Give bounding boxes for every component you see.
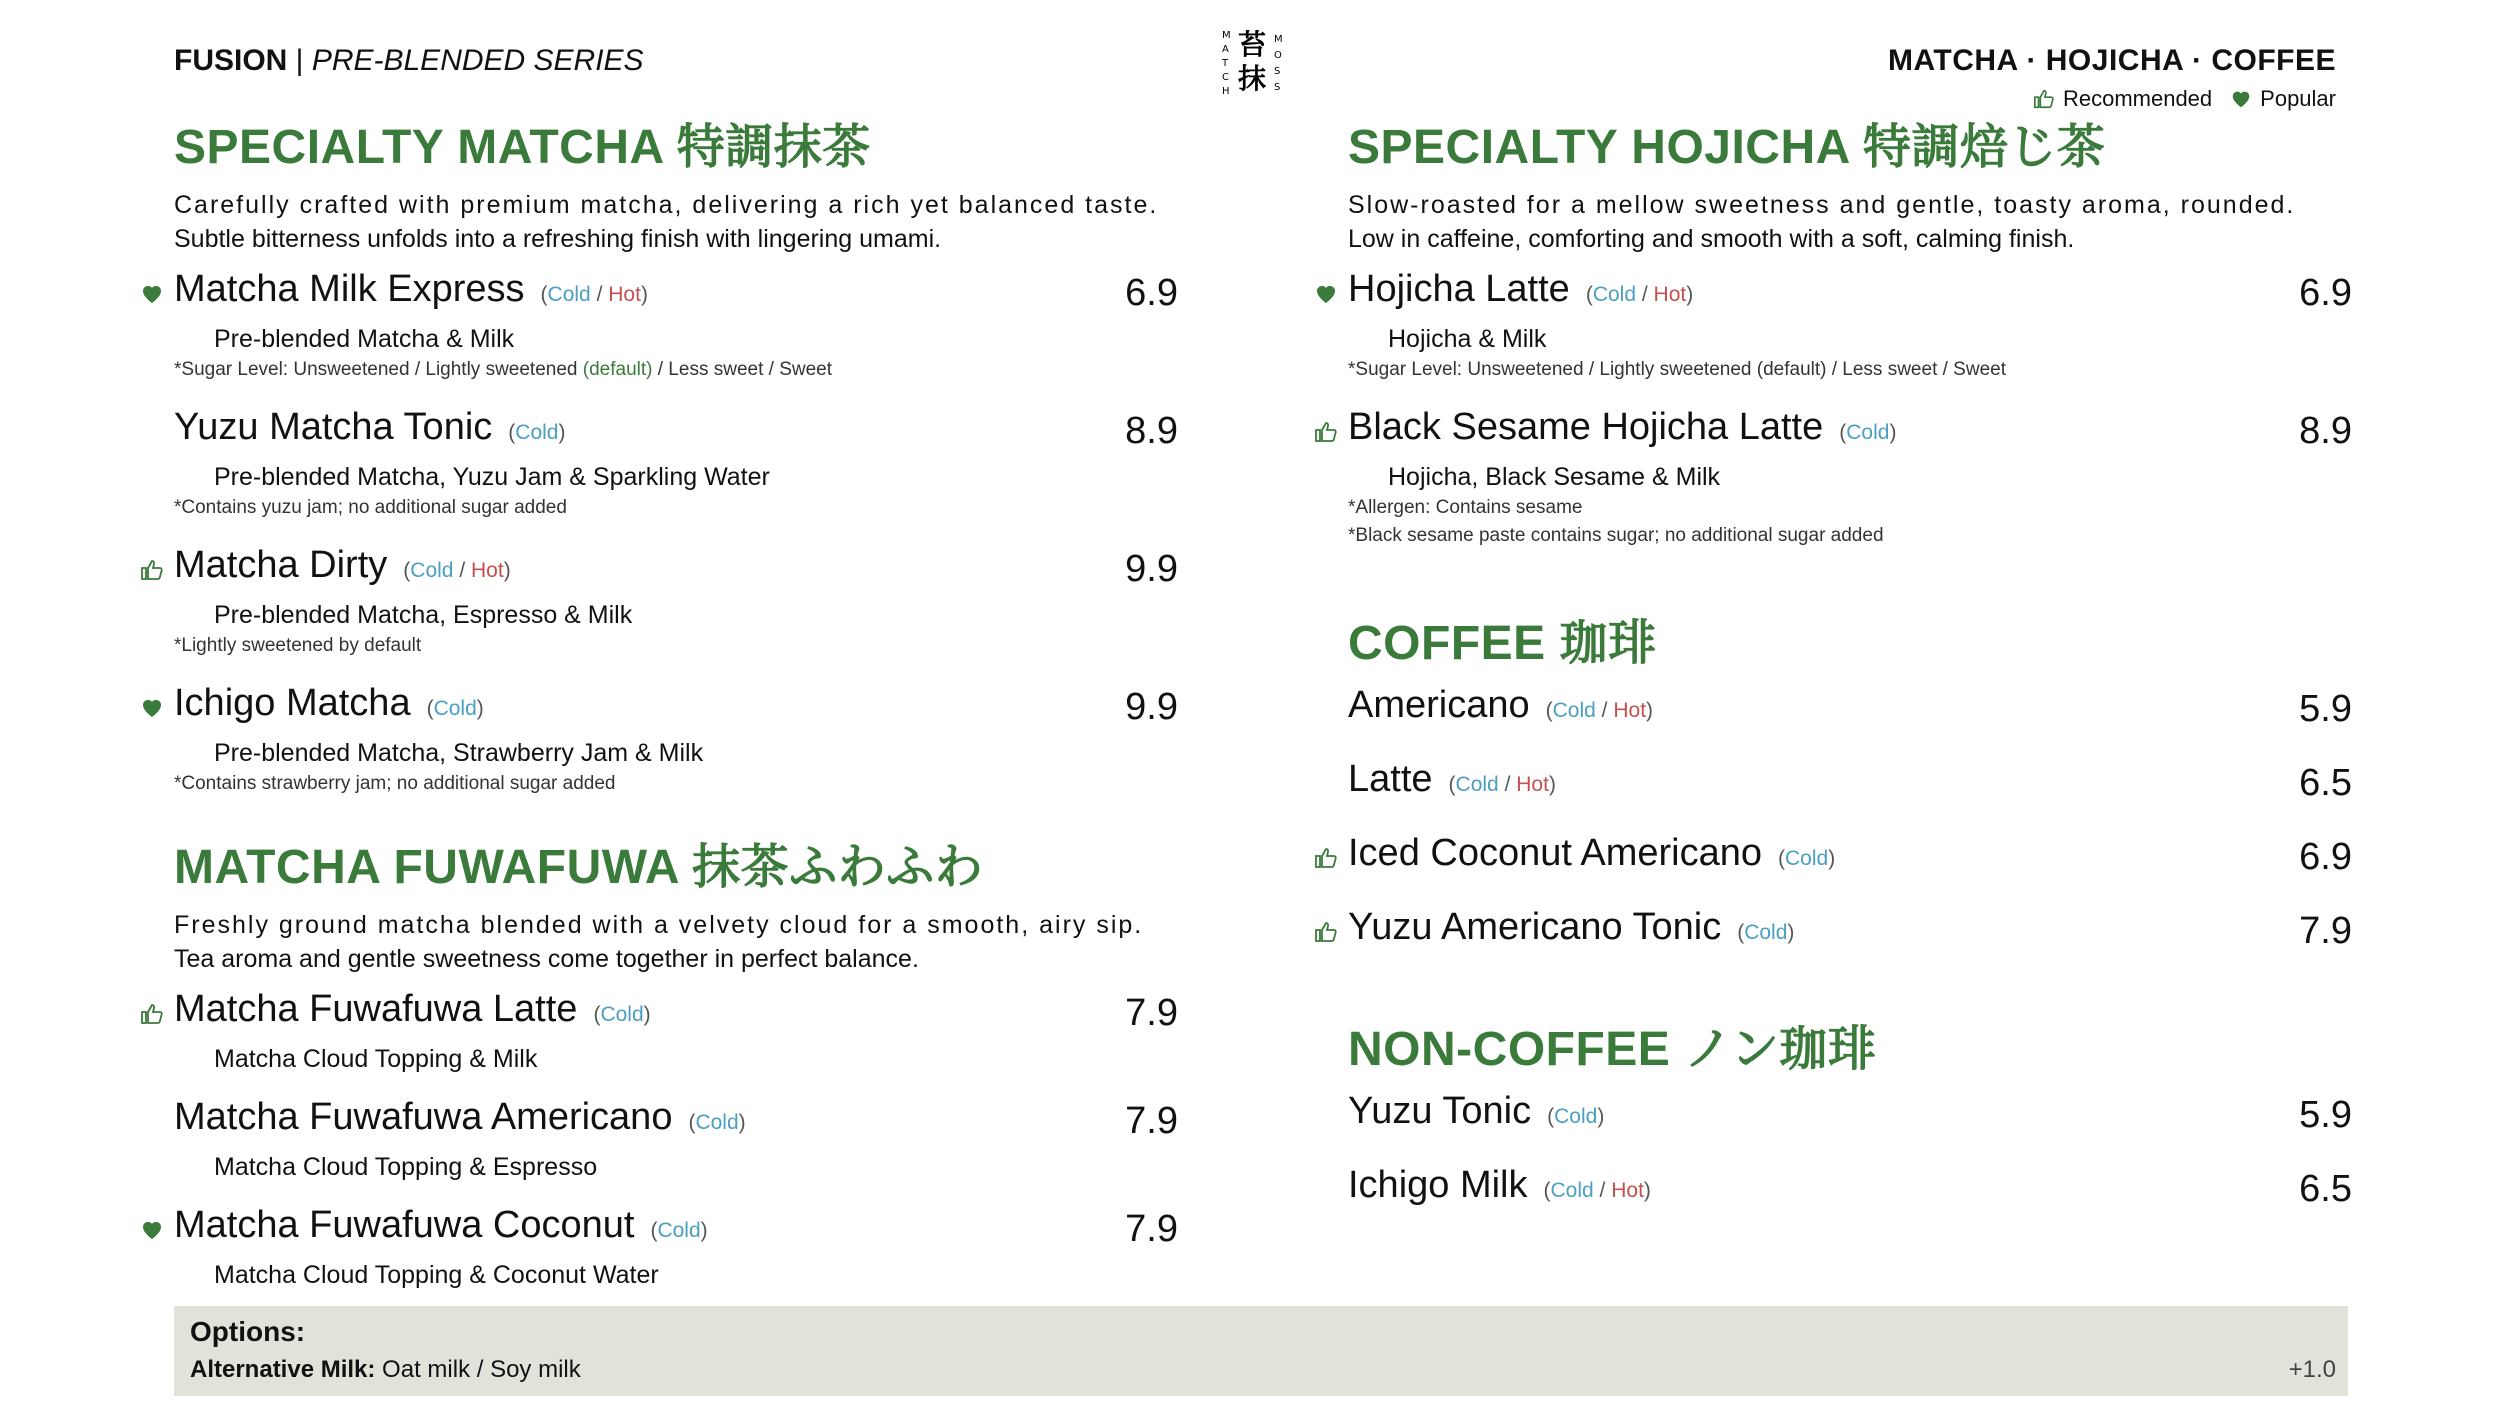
logo-cn-1: 苔 (1238, 28, 1267, 61)
temperature-options: (Cold) (688, 1111, 746, 1134)
temperature-options: (Cold / Hot) (403, 559, 511, 582)
menu-item (1348, 758, 2352, 812)
heart-icon (140, 696, 164, 720)
series-heading (174, 44, 644, 78)
alt-milk-value: Oat milk / Soy milk (375, 1356, 581, 1383)
item-ingredients: Matcha Cloud Topping & Coconut Water (214, 1261, 659, 1289)
menu-item (174, 268, 1178, 384)
cold-label: Cold (657, 1219, 701, 1242)
options-title: Options: (190, 1316, 306, 1347)
cold-label: Cold (1592, 283, 1637, 306)
item-ingredients: Pre-blended Matcha & Milk (214, 325, 515, 353)
temperature-options: (Cold) (1839, 421, 1897, 444)
specialty-hojicha-title: SPECIALTY HOJICHA 特調焙じ茶 (1348, 121, 2106, 174)
svg-text:C: C (1222, 72, 1229, 83)
thumbs-up-icon (2033, 88, 2055, 110)
item-name: Ichigo Milk (1348, 1164, 1528, 1206)
cold-label: Cold (1744, 921, 1788, 944)
alt-milk-label: Alternative Milk: (190, 1356, 376, 1383)
temperature-options: (Cold) (426, 697, 484, 720)
legend-recommended-label: Recommended (2062, 86, 2213, 111)
item-note: *Lightly sweetened by default (174, 635, 422, 656)
item-ingredients: Hojicha, Black Sesame & Milk (1388, 463, 1721, 491)
menu-item (1348, 1164, 2352, 1218)
cold-label: Cold (1550, 1179, 1594, 1202)
series-subtitle: PRE-BLENDED SERIES (311, 44, 644, 77)
desc-line: Freshly ground matcha blended with a velvety cloud for a smooth, airy sip. (174, 911, 1144, 939)
heart-icon (2230, 88, 2252, 110)
desc-line: Carefully crafted with premium matcha, delivering a rich yet balanced taste. (174, 191, 1159, 219)
item-price: 9.9 (1125, 686, 1178, 728)
item-name: Matcha Fuwafuwa Americano (174, 1096, 673, 1138)
menu-item (174, 682, 1178, 798)
cold-label: Cold (433, 697, 477, 720)
temperature-options: (Cold) (1737, 921, 1795, 944)
item-name: Iced Coconut Americano (1348, 832, 1763, 874)
legend-popular-label: Popular (2260, 86, 2336, 111)
menu-item (1348, 268, 2352, 384)
cold-label: Cold (410, 559, 454, 582)
series-separator: | (287, 44, 312, 77)
menu-item (1348, 684, 2352, 738)
item-name: Ichigo Matcha (174, 682, 411, 724)
svg-text:T: T (1222, 58, 1229, 69)
thumbs-up-icon (140, 1002, 164, 1026)
item-note: *Sugar Level: Unsweetened / Lightly sweetened (default) / Less sweet / Sweet (1348, 359, 2006, 380)
item-name: Latte (1348, 758, 1433, 800)
cold-label: Cold (1785, 847, 1829, 870)
item-price: 8.9 (2299, 410, 2352, 452)
temperature-options: (Cold) (593, 1003, 651, 1026)
svg-text:S: S (1274, 82, 1281, 93)
menu-item (1348, 832, 2352, 886)
cold-label: Cold (1554, 1105, 1598, 1128)
cold-label: Cold (1552, 699, 1596, 722)
item-name: Matcha Milk Express (174, 268, 525, 310)
item-note: *Contains strawberry jam; no additional sugar added (174, 773, 616, 794)
desc-line: Subtle bitterness unfolds into a refreshing finish with lingering umami. (174, 225, 942, 253)
hot-label: Hot (608, 283, 641, 306)
item-ingredients: Pre-blended Matcha, Strawberry Jam & Milk (214, 739, 704, 767)
desc-line: Low in caffeine, comforting and smooth with a soft, calming finish. (1348, 225, 2075, 253)
item-price: 7.9 (1125, 1208, 1178, 1250)
menu-item (174, 544, 1178, 660)
svg-text:H: H (1222, 86, 1230, 97)
legend-recommended (2033, 86, 2212, 112)
item-price: 6.5 (2299, 762, 2352, 804)
menu-item (174, 988, 1178, 1076)
heart-icon (140, 282, 164, 306)
cold-label: Cold (600, 1003, 644, 1026)
series-name: FUSION (174, 44, 288, 77)
item-price: 7.9 (1125, 1100, 1178, 1142)
menu-item (174, 406, 1178, 522)
item-price: 6.9 (2299, 272, 2352, 314)
options-price: +1.0 (2288, 1356, 2336, 1383)
item-name: Matcha Dirty (174, 544, 388, 586)
item-name: Americano (1348, 684, 1530, 726)
item-ingredients: Pre-blended Matcha, Espresso & Milk (214, 601, 633, 629)
heart-icon (140, 1218, 164, 1242)
specialty-matcha-desc (174, 188, 1178, 256)
item-price: 8.9 (1125, 410, 1178, 452)
menu-item (174, 1204, 1178, 1292)
specialty-matcha-title: SPECIALTY MATCHA 特調抹茶 (174, 121, 871, 174)
item-price: 6.5 (2299, 1168, 2352, 1210)
temperature-options: (Cold) (1547, 1105, 1605, 1128)
item-price: 9.9 (1125, 548, 1178, 590)
cold-label: Cold (1846, 421, 1890, 444)
item-price: 7.9 (1125, 992, 1178, 1034)
item-note: *Black sesame paste contains sugar; no additional sugar added (1348, 525, 1884, 546)
options-panel (174, 1306, 2348, 1396)
tagline: MATCHA · HOJICHA · COFFEE (1887, 44, 2336, 77)
item-name: Black Sesame Hojicha Latte (1348, 406, 1824, 448)
item-ingredients: Pre-blended Matcha, Yuzu Jam & Sparkling Water (214, 463, 770, 491)
menu-item (1348, 906, 2352, 960)
temperature-options: (Cold) (508, 421, 566, 444)
svg-text:S: S (1274, 66, 1281, 77)
hot-label: Hot (1611, 1179, 1644, 1202)
legend-popular (2230, 86, 2336, 112)
cold-label: Cold (695, 1111, 739, 1134)
item-name: Yuzu Americano Tonic (1348, 906, 1722, 948)
item-ingredients: Matcha Cloud Topping & Espresso (214, 1153, 598, 1181)
item-note: *Allergen: Contains sesame (1348, 497, 1583, 518)
menu-item (174, 1096, 1178, 1184)
fuwafuwa-desc (174, 908, 1178, 976)
temperature-options: (Cold) (1778, 847, 1836, 870)
menu-item (1348, 1090, 2352, 1144)
temperature-options: (Cold / Hot) (1585, 283, 1694, 306)
menu-item (1348, 406, 2352, 550)
specialty-hojicha-desc (1348, 188, 2352, 256)
item-name: Hojicha Latte (1348, 268, 1570, 310)
item-price: 5.9 (2299, 688, 2352, 730)
non-coffee-title: NON-COFFEE ノン珈琲 (1348, 1023, 1877, 1076)
svg-text:A: A (1222, 44, 1229, 55)
temperature-options: (Cold / Hot) (1545, 699, 1654, 722)
hot-label: Hot (1516, 773, 1549, 796)
hot-label: Hot (1653, 283, 1687, 306)
temperature-options: (Cold / Hot) (1448, 773, 1556, 796)
item-name: Yuzu Tonic (1348, 1090, 1532, 1132)
cold-label: Cold (547, 283, 591, 306)
legend (2033, 86, 2336, 112)
temperature-options: (Cold / Hot) (540, 283, 648, 306)
heart-icon (1314, 282, 1338, 306)
item-name: Matcha Fuwafuwa Latte (174, 988, 578, 1030)
svg-text:M: M (1274, 34, 1283, 45)
logo-cn-2: 抹 (1238, 62, 1267, 95)
right-column (1348, 118, 2352, 1218)
item-note: *Sugar Level: Unsweetened / Lightly sweetened (default) / Less sweet / Sweet (174, 359, 832, 380)
item-price: 7.9 (2299, 910, 2352, 952)
thumbs-up-icon (1314, 420, 1338, 444)
desc-line: Slow-roasted for a mellow sweetness and gentle, toasty aroma, rounded. (1348, 191, 2296, 219)
item-price: 6.9 (1125, 272, 1178, 314)
thumbs-up-icon (1314, 846, 1338, 870)
brand-logo (1218, 22, 1288, 98)
temperature-options: (Cold) (650, 1219, 708, 1242)
desc-line: Tea aroma and gentle sweetness come together in perfect balance. (174, 945, 919, 973)
alternative-milk (190, 1356, 581, 1384)
hot-label: Hot (1613, 699, 1647, 722)
svg-text:O: O (1274, 50, 1282, 61)
item-price: 6.9 (2299, 836, 2352, 878)
hot-label: Hot (471, 559, 504, 582)
item-name: Matcha Fuwafuwa Coconut (174, 1204, 635, 1246)
fuwafuwa-title: MATCHA FUWAFUWA 抹茶ふわふわ (174, 841, 984, 894)
temperature-options: (Cold / Hot) (1543, 1179, 1651, 1202)
item-ingredients: Hojicha & Milk (1388, 325, 1547, 353)
cold-label: Cold (515, 421, 559, 444)
item-price: 5.9 (2299, 1094, 2352, 1136)
thumbs-up-icon (1314, 920, 1338, 944)
logo-matcha-letter: M (1222, 30, 1231, 41)
cold-label: Cold (1455, 773, 1499, 796)
coffee-title: COFFEE 珈琲 (1348, 617, 1657, 670)
left-column (174, 118, 1178, 1292)
item-note: *Contains yuzu jam; no additional sugar added (174, 497, 567, 518)
thumbs-up-icon (140, 558, 164, 582)
item-ingredients: Matcha Cloud Topping & Milk (214, 1045, 538, 1073)
item-name: Yuzu Matcha Tonic (174, 406, 493, 448)
